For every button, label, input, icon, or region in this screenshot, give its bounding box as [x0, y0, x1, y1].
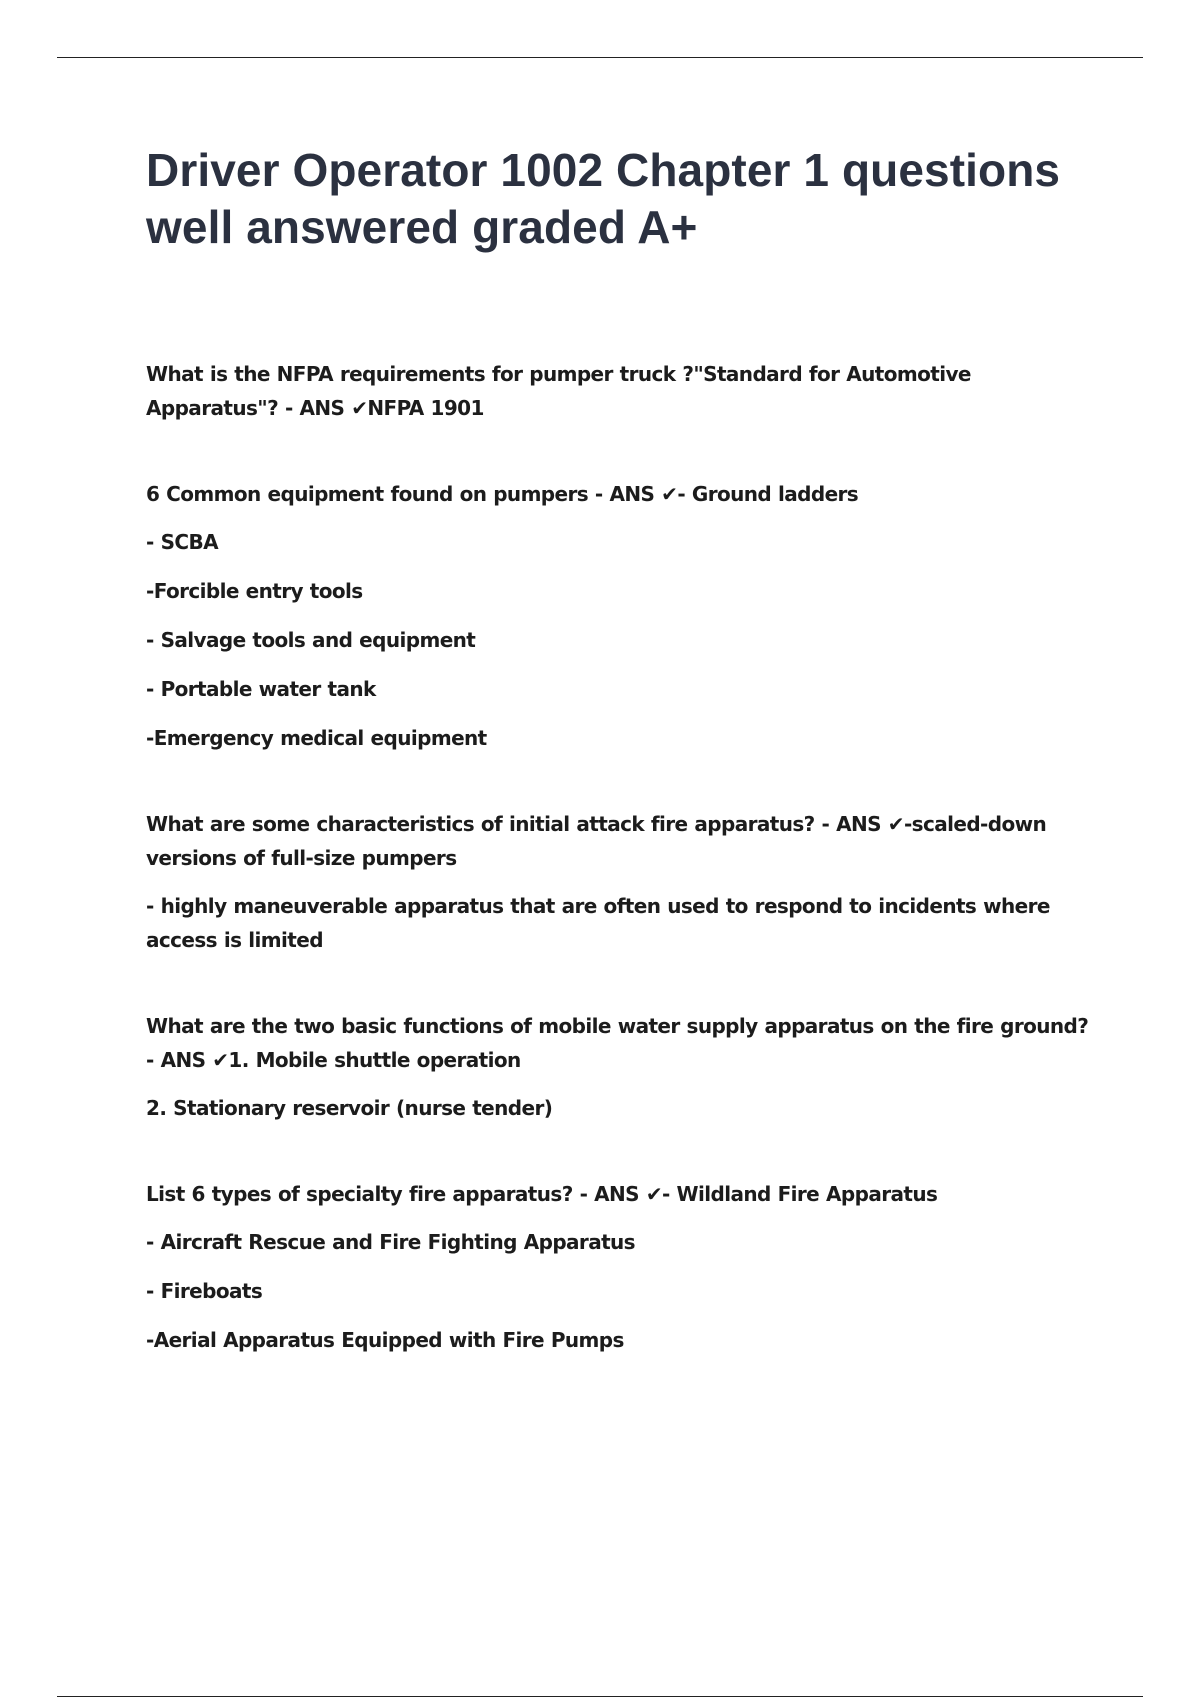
qa-list	[146, 357, 1090, 1357]
answer-line: 2. Stationary reservoir (nurse tender)	[146, 1096, 553, 1120]
qa-question	[146, 477, 1090, 511]
answer-line: -Emergency medical equipment	[146, 726, 487, 750]
qa-item	[146, 1009, 1090, 1125]
answer-text: 1. Mobile shuttle operation	[228, 1048, 521, 1072]
answer-text: - Wildland Fire Apparatus	[661, 1182, 938, 1206]
answer-line: - Fireboats	[146, 1279, 263, 1303]
document-title: Driver Operator 1002 Chapter 1 questions well answered graded A+	[146, 144, 1061, 253]
check-icon: ✔	[645, 1182, 662, 1206]
qa-item	[146, 477, 1090, 755]
question-text: What is the NFPA requirements for pumper truck ?"Standard for Automotive Apparatus"? - ANS	[146, 362, 971, 420]
qa-item	[146, 807, 1090, 957]
qa-item	[146, 1177, 1090, 1357]
check-icon: ✔	[887, 812, 904, 836]
check-icon: ✔	[661, 482, 678, 506]
answer-line: - SCBA	[146, 530, 218, 554]
answer-line: - highly maneuverable apparatus that are often used to respond to incidents where access is limited	[146, 894, 1050, 952]
question-text: What are some characteristics of initial attack fire apparatus? - ANS	[146, 812, 888, 836]
answer-text: -scaled-down versions of full-size pumpers	[146, 812, 1047, 870]
answer-line: - Aircraft Rescue and Fire Fighting Apparatus	[146, 1230, 635, 1254]
qa-question	[146, 807, 1090, 875]
check-icon: ✔	[351, 396, 368, 420]
bottom-rule	[57, 1696, 1143, 1697]
question-text: What are the two basic functions of mobile water supply apparatus on the fire ground? - ANS	[146, 1014, 1089, 1072]
answer-line: -Forcible entry tools	[146, 579, 363, 603]
question-text: 6 Common equipment found on pumpers - ANS	[146, 482, 662, 506]
answer-line: - Salvage tools and equipment	[146, 628, 476, 652]
answer-text: NFPA 1901	[367, 396, 484, 420]
answer-text: - Ground ladders	[677, 482, 859, 506]
check-icon: ✔	[212, 1048, 229, 1072]
qa-question	[146, 1009, 1090, 1077]
answer-line: - Portable water tank	[146, 677, 376, 701]
document-body	[146, 142, 1090, 1409]
top-rule	[57, 57, 1143, 58]
answer-line: -Aerial Apparatus Equipped with Fire Pumps	[146, 1328, 624, 1352]
qa-question	[146, 1177, 1090, 1211]
qa-question	[146, 357, 1090, 425]
qa-item	[146, 357, 1090, 425]
question-text: List 6 types of specialty fire apparatus? - ANS	[146, 1182, 646, 1206]
